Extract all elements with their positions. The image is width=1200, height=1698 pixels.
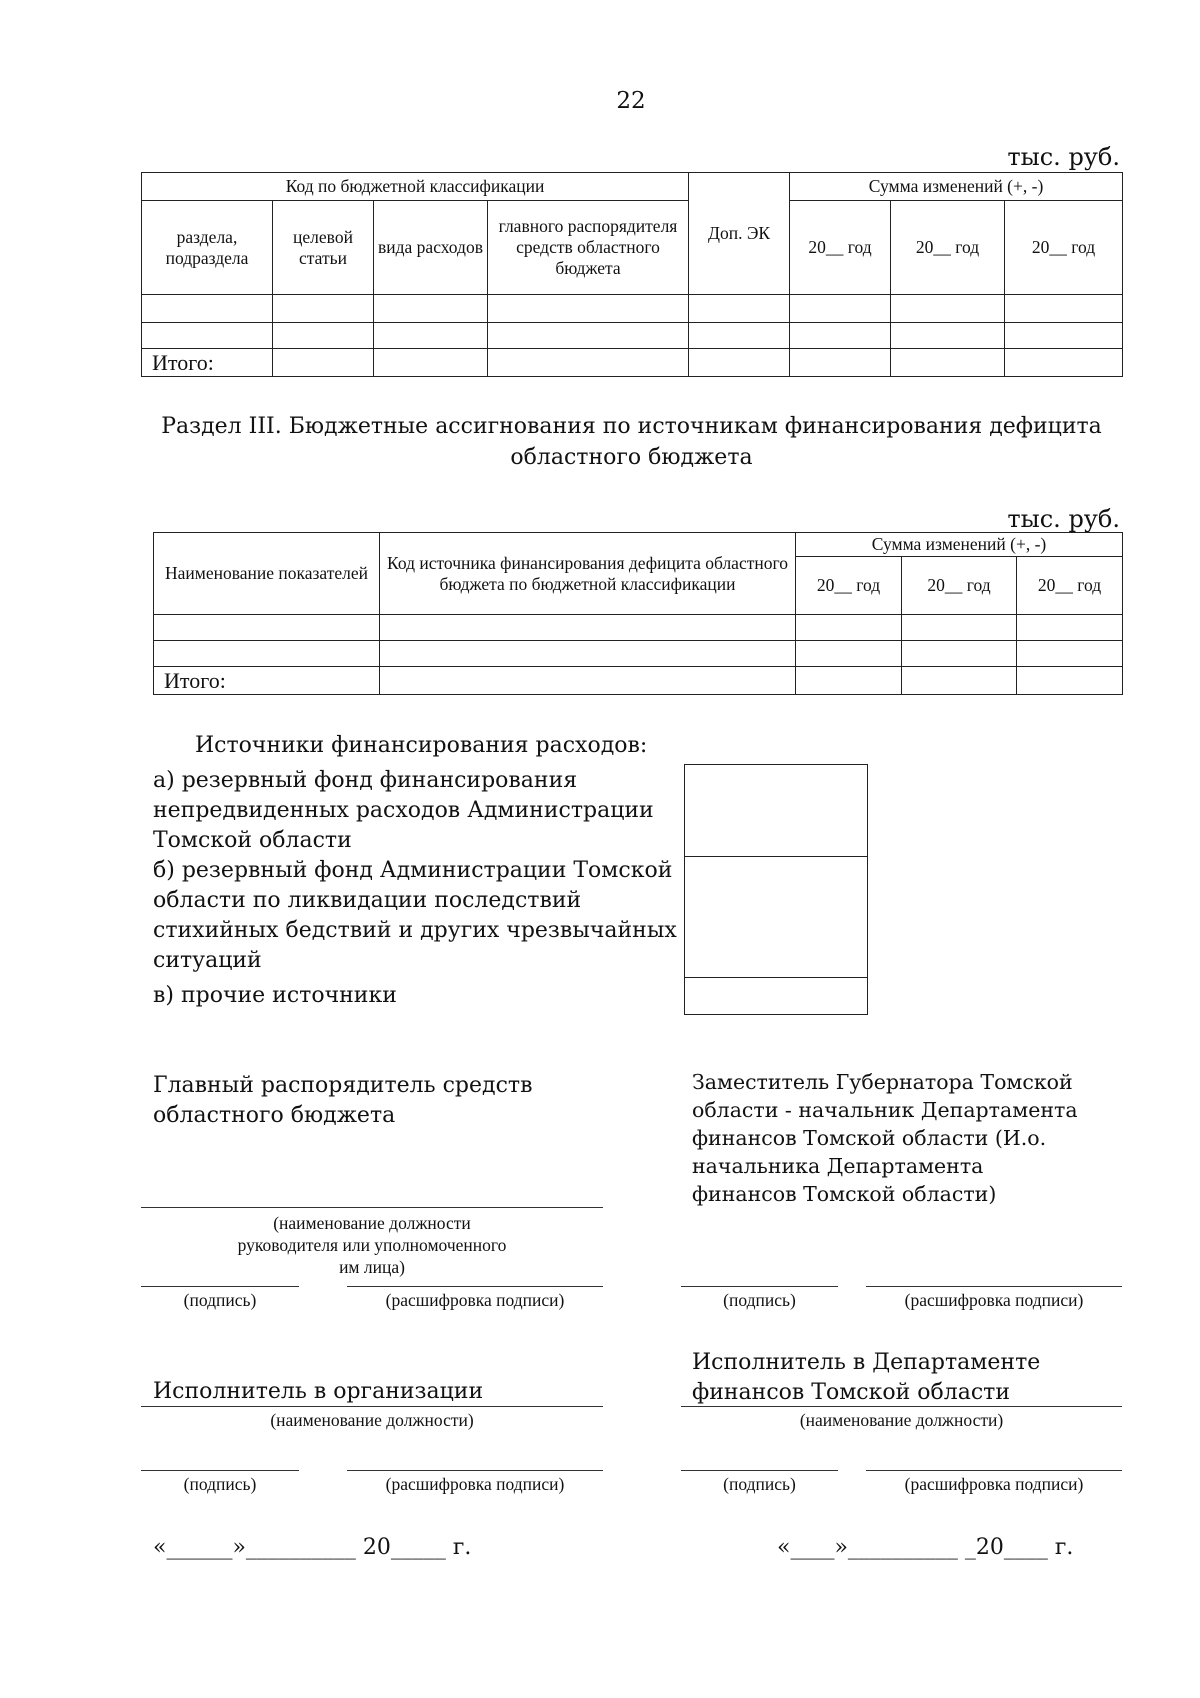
deficit-sources-table — [153, 532, 1123, 695]
col-dop-ek: Доп. ЭК — [689, 173, 790, 295]
source-c: в) прочие источники — [153, 983, 397, 1008]
year-col-3: 20__ год — [1005, 201, 1123, 295]
budget-classification-table — [141, 172, 1123, 377]
decoding-caption: (расшифровка подписи) — [904, 1474, 1084, 1494]
signature-line — [141, 1470, 299, 1471]
position-caption: (наименование должности) — [799, 1410, 1004, 1430]
table-row-total — [142, 349, 1123, 377]
date-field-right: «____»__________ _20____ г. — [777, 1535, 1074, 1560]
decoding-line — [347, 1470, 603, 1471]
table-row-total — [154, 667, 1123, 695]
total-label-1: Итого: — [142, 349, 273, 377]
table-row — [142, 323, 1123, 349]
decoding-line — [866, 1470, 1122, 1471]
year-col-2: 20__ год — [902, 557, 1017, 615]
table-row — [142, 295, 1123, 323]
col-main-manager: главного распорядителя средств областного бюджета — [488, 201, 689, 295]
decoding-line — [866, 1286, 1122, 1287]
year-col-3: 20__ год — [1017, 557, 1123, 615]
source-a-amount-box — [684, 764, 868, 857]
table-row — [154, 641, 1123, 667]
year-col-1: 20__ год — [790, 201, 891, 295]
col-source-code: Код источника финансирования дефицита областного бюджета по бюджетной классификации — [380, 533, 796, 615]
source-b: б) резервный фонд Администрации Томской области по ликвидации последствий стихийных бедствий и других чрезвычайных ситуаций — [153, 858, 677, 973]
page-number: 22 — [616, 88, 646, 114]
signature-caption: (подпись) — [723, 1474, 796, 1494]
position-line — [141, 1406, 603, 1407]
sources-title: Источники финансирования расходов: — [195, 733, 648, 758]
total-label-2: Итого: — [154, 667, 380, 695]
signature-caption: (подпись) — [183, 1474, 257, 1494]
unit-label-1: тыс. руб. — [1007, 143, 1120, 171]
group-header-classification: Код по бюджетной классификации — [142, 173, 689, 201]
deputy-governor-title: Заместитель Губернатора Томской области - начальник Департамента финансов Томской области (И.о. начальника Департамента финансов Томской области) — [692, 1070, 1078, 1206]
section-title — [141, 411, 1122, 473]
col-section: раздела, подраздела — [142, 201, 273, 295]
section-title-line-1: Раздел III. Бюджетные ассигнования по источникам финансирования дефицита — [161, 414, 1102, 439]
position-line — [141, 1207, 603, 1208]
year-col-1: 20__ год — [796, 557, 902, 615]
signature-line — [141, 1286, 299, 1287]
source-b-amount-box — [684, 855, 868, 978]
unit-label-2: тыс. руб. — [1007, 505, 1120, 533]
source-a: а) резервный фонд финансирования непредвиденных расходов Администрации Томской области — [153, 768, 654, 853]
table-row — [154, 615, 1123, 641]
main-manager-title: Главный распорядитель средств областного бюджета — [153, 1073, 533, 1128]
source-c-amount-box — [684, 977, 868, 1015]
executor-dept-title: Исполнитель в Департаменте финансов Томской области — [692, 1350, 1041, 1405]
date-field-left: «______»__________ 20_____ г. — [153, 1535, 472, 1560]
col-indicator-name: Наименование показателей — [154, 533, 380, 615]
section-title-line-2: областного бюджета — [510, 445, 753, 470]
signature-caption: (подпись) — [723, 1290, 796, 1310]
signature-line — [681, 1286, 838, 1287]
decoding-caption: (расшифровка подписи) — [904, 1290, 1084, 1310]
signature-line — [681, 1470, 838, 1471]
position-caption: (наименование должности) — [270, 1410, 474, 1430]
decoding-caption: (расшифровка подписи) — [385, 1474, 565, 1494]
decoding-line — [347, 1286, 603, 1287]
year-col-2: 20__ год — [891, 201, 1005, 295]
col-expense-type: вида расходов — [374, 201, 488, 295]
sum-header-1: Сумма изменений (+, -) — [790, 173, 1123, 201]
position-caption: (наименование должности руководителя или уполномоченного им лица) — [237, 1213, 507, 1277]
col-target-item: целевой статьи — [273, 201, 374, 295]
signature-caption: (подпись) — [183, 1290, 257, 1310]
decoding-caption: (расшифровка подписи) — [385, 1290, 565, 1310]
sum-header-2: Сумма изменений (+, -) — [796, 533, 1123, 557]
executor-org-title: Исполнитель в организации — [153, 1379, 484, 1404]
position-line — [681, 1406, 1122, 1407]
